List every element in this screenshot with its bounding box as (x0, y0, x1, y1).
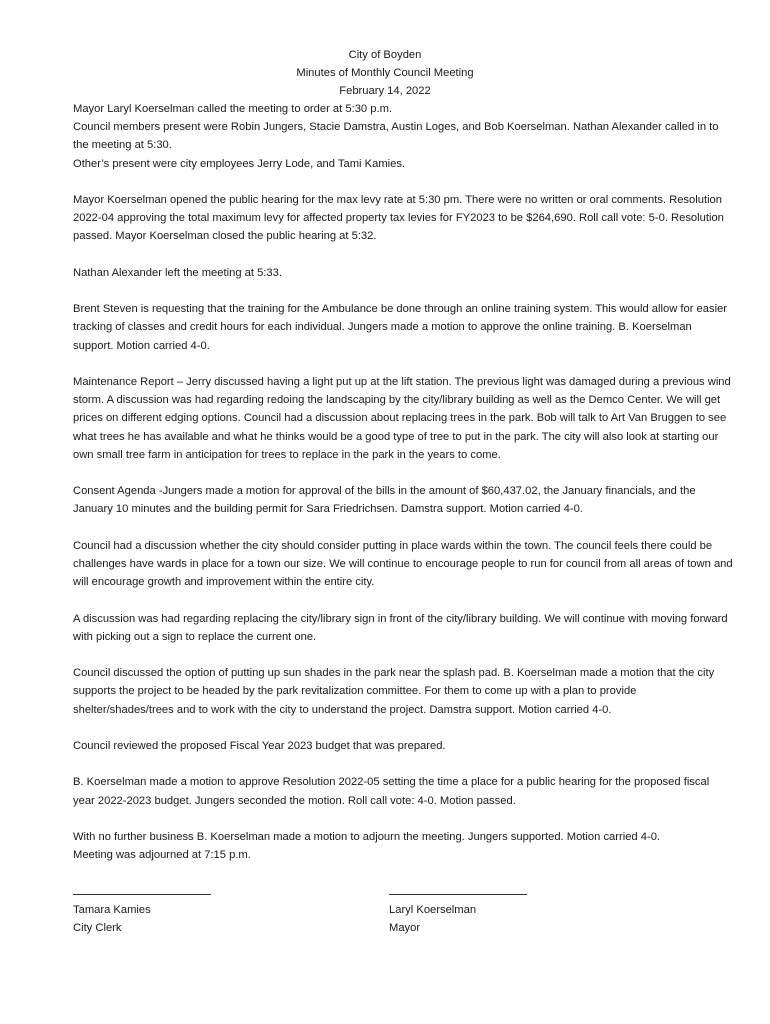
mayor-signature-block (389, 880, 629, 937)
adjourn-motion-paragraph: With no further business B. Koerselman made a motion to adjourn the meeting. Jungers supported. Motion carried 4-0. (73, 830, 661, 843)
signature-line (73, 880, 211, 895)
others-present: Other’s present were city employees Jerry Lode, and Tami Kamies. (73, 157, 406, 170)
clerk-signature-block (73, 880, 313, 937)
document-title: Minutes of Monthly Council Meeting (296, 67, 474, 80)
city-name: City of Boyden (348, 49, 422, 61)
mayor-name: Laryl Koerselman (389, 904, 477, 916)
call-to-order: Mayor Laryl Koerselman called the meeting to order at 5:30 p.m. (73, 103, 393, 115)
wards-discussion-paragraph: Council had a discussion whether the city should consider putting in place wards within the town. The council feels there could be challenges have wards in place for a town our size. We will continue to encourage people to run for council from all areas of town and will encourage growth and improvement within the entire city. (73, 539, 733, 589)
clerk-name: Tamara Kamies (73, 904, 151, 916)
library-sign-paragraph: A discussion was had regarding replacing the city/library sign in front of the city/library building. We will continue with moving forward with picking out a sign to replace the current one. (73, 612, 728, 643)
sun-shades-paragraph: Council discussed the option of putting up sun shades in the park near the splash pad. B. Koerselman made a motion that the city supports the project to be headed by the park revitalization committee. For them to come up with a plan to provide shelter/shades/trees and to work with the city to understand the project. Damstra support. Motion carried 4-0. (73, 667, 715, 716)
maintenance-report-paragraph: Maintenance Report – Jerry discussed having a light put up at the lift station. The previous light was damaged during a previous wind storm. A discussion was had regarding redoing the landscaping by the city/library building as well as the Demco Center. We will get prices on different edging options. Council had a discussion about replacing trees in the park. Bob will talk to Art Van Bruggen to see what trees he has available and what he thinks would be a good type of tree to put in the park. The city will also look at starting our own small tree farm in anticipation for trees to replace in the park in the years to come. (73, 375, 731, 461)
adjourned-time-paragraph: Meeting was adjourned at 7:15 p.m. (73, 849, 251, 862)
alexander-left-paragraph: Nathan Alexander left the meeting at 5:33. (73, 266, 282, 279)
document-header (0, 46, 770, 101)
meeting-date: February 14, 2022 (339, 85, 431, 98)
ambulance-training-paragraph: Brent Steven is requesting that the training for the Ambulance be done through an online training system. This would allow for easier tracking of classes and credit hours for each individual. Jungers made a motion to approve the online training. B. Koerselman support. Motion carried 4-0. (73, 303, 728, 352)
public-hearing-paragraph: Mayor Koerselman opened the public hearing for the max levy rate at 5:30 pm. There were no written or oral comments. Resolution 2022-04 approving the total maximum levy for affected property tax levies for FY2023 to be $264,690. Roll call vote: 5-0. Resolution passed. Mayor Koerselman closed the public hearing at 5:32. (73, 194, 724, 243)
minutes-body (73, 100, 733, 864)
consent-agenda-paragraph: Consent Agenda -Jungers made a motion for approval of the bills in the amount of $60,437.02, the January financials, and the January 10 minutes and the building permit for Sara Friedrichsen. Damstra support. Motion carried 4-0. (73, 485, 696, 516)
signature-line (389, 880, 527, 895)
resolution-paragraph: B. Koerselman made a motion to approve Resolution 2022-05 setting the time a place for a public hearing for the proposed fiscal year 2022-2023 budget. Jungers seconded the motion. Roll call vote: 4-0. Motion passed. (73, 776, 710, 807)
budget-review-paragraph: Council reviewed the proposed Fiscal Year 2023 budget that was prepared. (73, 739, 446, 752)
members-present: Council members present were Robin Jungers, Stacie Damstra, Austin Loges, and Bob Koerselman. Nathan Alexander called in to the meeting at 5:30. (73, 121, 719, 152)
clerk-title: City Clerk (73, 922, 122, 935)
mayor-title: Mayor (389, 922, 421, 935)
